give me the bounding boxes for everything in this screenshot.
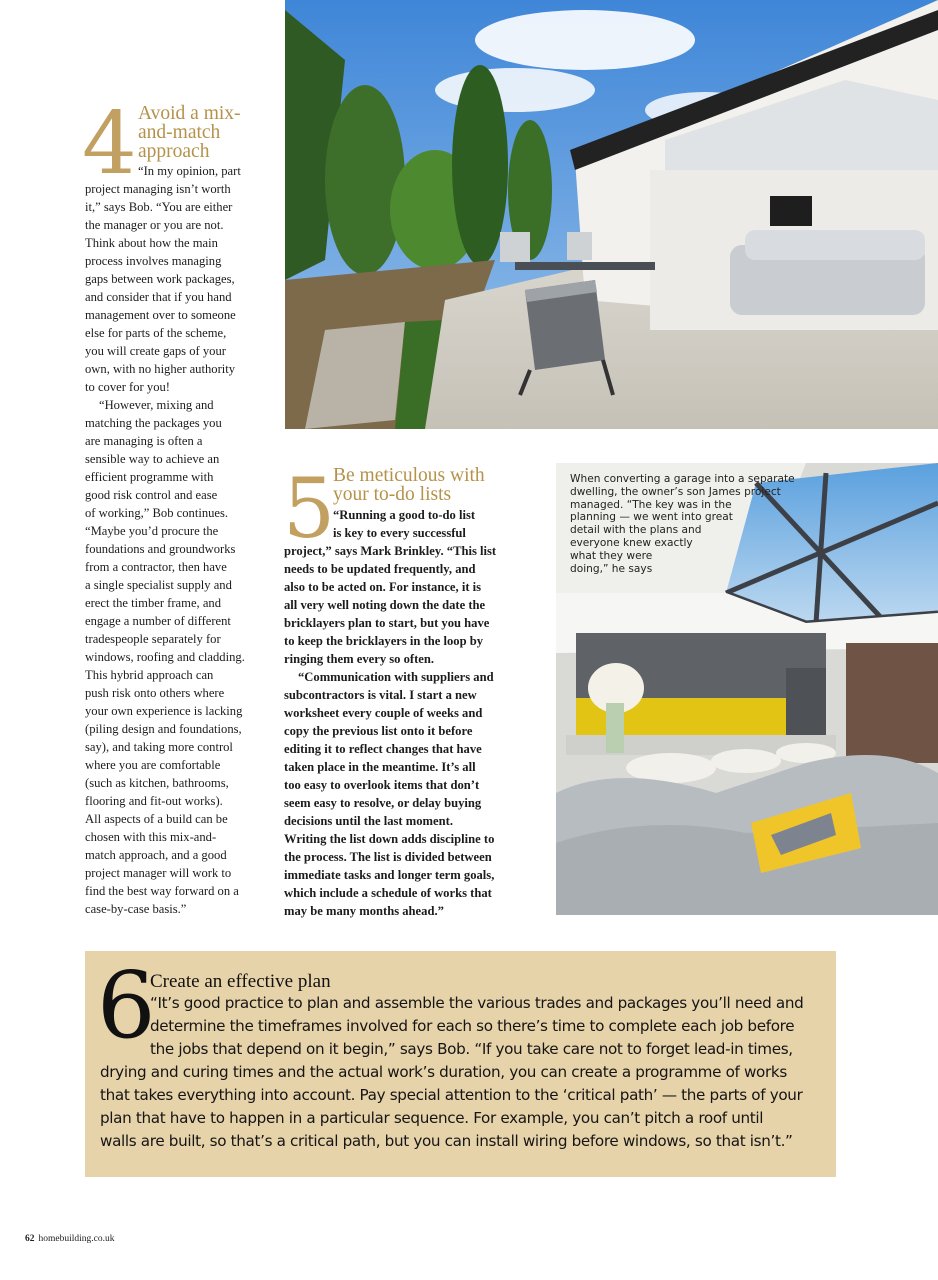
body-line: your own experience is lacking — [85, 704, 243, 718]
section-4-heading-line: and-match — [138, 122, 221, 143]
section-4-body — [85, 180, 275, 918]
house-exterior-photo — [285, 0, 938, 429]
section-6-line: drying and curing times and the actual work’s duration, you can create a programme of works — [100, 1063, 787, 1081]
body-line: windows, roofing and cladding. — [85, 650, 245, 664]
section-5-lead-line: “Running a good to-do list — [333, 508, 476, 522]
caption-line: planning — we went into great — [570, 511, 733, 524]
body-line: needs to be updated frequently, and — [284, 562, 476, 576]
page-number: 62 — [25, 1234, 35, 1244]
body-line: engage a number of different — [85, 614, 231, 628]
body-line: gaps between work packages, — [85, 272, 235, 286]
body-line: all very well noting down the date the — [284, 598, 486, 612]
caption-line: what they were — [570, 549, 653, 562]
body-line: process involves managing — [85, 254, 222, 268]
body-line: the process. The list is divided between — [284, 850, 492, 864]
body-line: “Maybe you’d procure the — [85, 524, 219, 538]
body-line: taken place in the meantime. It’s all — [284, 760, 476, 774]
body-line: find the best way forward on a — [85, 884, 239, 898]
body-line: ringing them every so often. — [284, 652, 435, 666]
section-5-heading-line: Be meticulous with — [333, 465, 485, 486]
body-line: erect the timber frame, and — [85, 596, 222, 610]
body-line: case-by-case basis.” — [85, 902, 187, 916]
section-6-number: 6 — [97, 952, 156, 1059]
photo-caption — [570, 473, 795, 575]
body-line: may be many months ahead.” — [284, 904, 444, 918]
section-4-first-line: “In my opinion, part — [138, 164, 241, 178]
body-line: say), and taking more control — [85, 740, 233, 754]
body-line: bricklayers plan to start, but you have — [284, 616, 490, 630]
body-line: too easy to overlook items that don’t — [284, 778, 480, 792]
body-line: of working,” Bob continues. — [85, 506, 229, 520]
body-line: This hybrid approach can — [85, 668, 214, 682]
body-line: also to be acted on. For instance, it is — [284, 580, 482, 594]
body-line: to cover for you! — [85, 380, 170, 394]
body-line: (such as kitchen, bathrooms, — [85, 776, 229, 790]
section-5-number: 5 — [283, 462, 336, 557]
body-line: project manager will work to — [85, 866, 232, 880]
body-line: Writing the list down adds discipline to — [284, 832, 495, 846]
body-line: “Communication with suppliers and — [298, 670, 494, 684]
body-line: flooring and fit-out works). — [85, 794, 223, 808]
body-line: sensible way to achieve an — [85, 452, 220, 466]
body-line: push risk onto others where — [85, 686, 225, 700]
body-line: good risk control and ease — [85, 488, 218, 502]
body-line: editing it to reflect changes that have — [284, 742, 482, 756]
body-line: decisions until the last moment. — [284, 814, 453, 828]
body-line: Think about how the main — [85, 236, 218, 250]
body-line: it,” says Bob. “You are either — [85, 200, 233, 214]
caption-line: dwelling, the owner’s son James project — [570, 485, 781, 498]
body-line: matching the packages you — [85, 416, 222, 430]
body-line: immediate tasks and longer term goals, — [284, 868, 495, 882]
body-line: are managing is often a — [85, 434, 203, 448]
caption-line: everyone knew exactly — [570, 536, 693, 549]
section-4-heading-line: approach — [138, 141, 210, 162]
body-line: to keep the bricklayers in the loop by — [284, 634, 484, 648]
body-line: where you are comfortable — [85, 758, 221, 772]
body-line: project,” says Mark Brinkley. “This list — [284, 544, 497, 558]
body-line: (piling design and foundations, — [85, 722, 242, 736]
caption-line: managed. “The key was in the — [570, 498, 732, 511]
body-line: foundations and groundworks — [85, 542, 236, 556]
site-url: homebuilding.co.uk — [38, 1234, 115, 1244]
body-line: management over to someone — [85, 308, 236, 322]
caption-line: When converting a garage into a separate — [570, 473, 795, 485]
section-5-lead-line: is key to every successful — [333, 526, 466, 540]
body-line: and consider that if you hand — [85, 290, 232, 304]
body-line: “However, mixing and — [99, 398, 214, 412]
page-folio — [25, 1234, 115, 1244]
body-line: copy the previous list onto it before — [284, 724, 473, 738]
body-line: a single specialist supply and — [85, 578, 232, 592]
body-line: worksheet every couple of weeks and — [284, 706, 483, 720]
section-6-line: “It’s good practice to plan and assemble the various trades and packages you’ll need and — [150, 994, 804, 1012]
body-line: chosen with this mix-and- — [85, 830, 217, 844]
section-5-lead — [333, 506, 475, 542]
section-5-heading — [333, 466, 485, 504]
body-line: subcontractors is vital. I start a new — [284, 688, 477, 702]
body-line: from a contractor, then have — [85, 560, 227, 574]
body-line: tradespeople separately for — [85, 632, 221, 646]
section-4-heading — [138, 104, 241, 161]
caption-line: doing,” he says — [570, 562, 653, 575]
body-line: match approach, and a good — [85, 848, 227, 862]
section-6-line: that takes everything into account. Pay special attention to the ‘critical path’ — the parts of your — [100, 1086, 803, 1104]
section-6-line: the jobs that depend on it begin,” says Bob. “If you take care not to forget lead-in times, — [150, 1040, 793, 1058]
body-line: project managing isn’t worth — [85, 182, 231, 196]
body-line: else for parts of the scheme, — [85, 326, 227, 340]
body-line: the manager or you are not. — [85, 218, 224, 232]
body-line: which include a schedule of works that — [284, 886, 492, 900]
body-line: efficient programme with — [85, 470, 214, 484]
section-4-number: 4 — [82, 94, 135, 194]
section-6-line: walls are built, so that’s a critical path, but you can install wiring before windows, so that isn’t.” — [100, 1132, 793, 1150]
section-6-heading: Create an effective plan — [150, 971, 331, 992]
section-5-heading-line: your to-do lists — [333, 484, 452, 505]
section-4-heading-line: Avoid a mix- — [138, 103, 241, 124]
section-5-body — [284, 542, 534, 920]
body-line: seem easy to resolve, or delay buying — [284, 796, 482, 810]
body-line: you will create gaps of your — [85, 344, 226, 358]
body-line: own, with no higher authority — [85, 362, 236, 376]
section-6-line: plan that have to happen in a particular sequence. For example, you can’t pitch a roof until — [100, 1109, 764, 1127]
body-line: All aspects of a build can be — [85, 812, 228, 826]
caption-line: detail with the plans and — [570, 524, 702, 537]
section-6-line: determine the timeframes involved for each so there’s time to complete each job before — [150, 1017, 795, 1035]
